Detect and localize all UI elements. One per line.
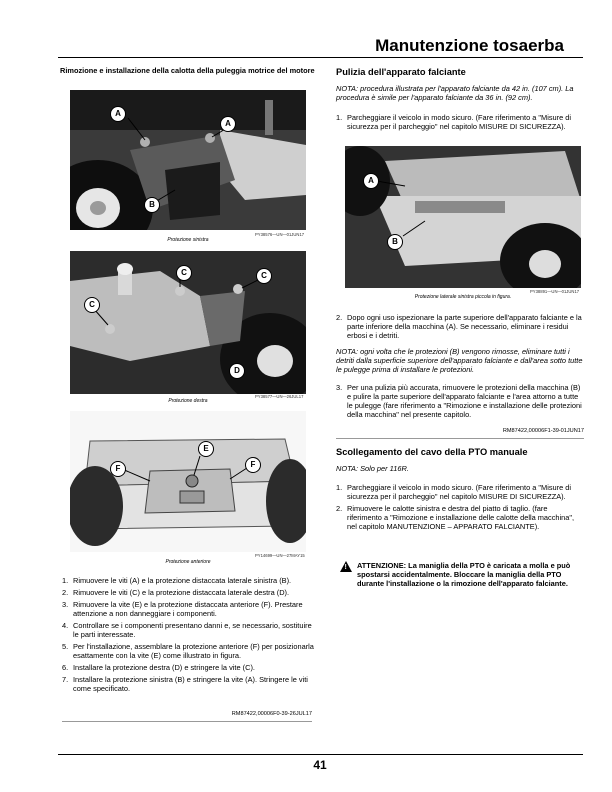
section-heading: Scollegamento del cavo della PTO manuale bbox=[336, 447, 528, 457]
note: NOTA: ogni volta che le protezioni (B) vengono rimosse, eliminare tutti i detriti dalla superficie superiore dell'apparato falciante e dall'area sotto tutte le pulegge prima di installare le protezioni. bbox=[336, 347, 583, 374]
page-number: 41 bbox=[313, 758, 327, 772]
figure-code: PY38891—UN—01JUN17 bbox=[530, 289, 580, 294]
figure-right-guard-photo bbox=[70, 251, 306, 394]
list-item: 6. Installare la protezione destra (D) e stringere la vite (C). bbox=[62, 663, 255, 672]
figure-caption: Protezione laterale sinistra piccola in figura. bbox=[414, 294, 512, 300]
figure-deck-photo bbox=[345, 146, 581, 288]
steps bbox=[336, 383, 584, 422]
list-item: 5. Per l'installazione, assemblare la protezione anteriore (F) per posizionarla esattamente con la vite (E) come illustrato in figura. bbox=[62, 642, 314, 660]
callout-D: D bbox=[229, 363, 245, 379]
footer-rule bbox=[58, 754, 583, 755]
list-item: 4. Controllare se i componenti presentano danni e, se necessario, sostituire le parti interessate. bbox=[62, 621, 312, 639]
figure-code: PY38577—UN—26JUL17 bbox=[255, 394, 304, 399]
page-title: Manutenzione tosaerba bbox=[375, 36, 564, 55]
callout-C: C bbox=[176, 265, 192, 281]
list-item: 7. Installare la protezione sinistra (B) e stringere la vite (A). Stringere le viti come specificato. bbox=[62, 675, 308, 693]
callout-F: F bbox=[245, 457, 261, 473]
list-item: 2. Rimuovere le viti (C) e la protezione distaccata laterale destra (D). bbox=[62, 588, 290, 597]
steps bbox=[336, 113, 584, 134]
callout-C: C bbox=[256, 268, 272, 284]
divider bbox=[62, 721, 312, 722]
left-steps bbox=[62, 576, 314, 696]
divider bbox=[336, 438, 584, 439]
list-item: 1. Parcheggiare il veicolo in modo sicuro. (Fare riferimento a "Misure di sicurezza per il parcheggio" nel capitolo MISURE DI SICUREZZA). bbox=[336, 113, 572, 131]
section-heading: Pulizia dell'apparato falciante bbox=[336, 67, 466, 77]
figure-caption: Protezione sinistra bbox=[167, 237, 209, 243]
callout-C: C bbox=[84, 297, 100, 313]
figure-caption: Protezione anteriore bbox=[165, 559, 211, 565]
list-item: 2. Rimuovere le calotte sinistra e destra del piatto di taglio. (fare riferimento a "Rimozione e installazione delle calotte della macchina", nel capitolo MANUTENZIONE – APPARATO FALCIANTE). bbox=[336, 504, 575, 531]
warning-block bbox=[340, 561, 584, 588]
callout-A: A bbox=[220, 116, 236, 132]
list-item: 3. Per una pulizia più accurata, rimuovere le protezioni della macchina (B) e pulire la parte superiore dell'apparato falciante e l'area attorno a tutte le pulegge (fare riferimento a "Rimozione e installazione delle protezioni della macchina" nel presente capitolo. bbox=[336, 383, 582, 419]
figure-front-guard-drawing bbox=[70, 411, 306, 552]
left-heading: Rimozione e installazione della calotta della puleggia motrice del motore bbox=[60, 66, 315, 75]
list-item: 2. Dopo ogni uso ispezionare la parte superiore dell'apparato falciante e la parte inferiore della macchina (A). Se necessario, eliminare i residui erbosi e i detriti. bbox=[336, 313, 582, 340]
header-rule bbox=[58, 57, 583, 58]
callout-B: B bbox=[144, 197, 160, 213]
note: NOTA: Solo per 116R. bbox=[336, 464, 409, 473]
reference-code: RM87422,00006F0-39-26JUL17 bbox=[231, 711, 312, 717]
callout-F: F bbox=[110, 461, 126, 477]
figure-code: PY38576—UN—01JUN17 bbox=[255, 232, 305, 237]
steps bbox=[336, 483, 584, 534]
warning-triangle-icon: ! bbox=[340, 561, 352, 572]
figure-left-guard-photo bbox=[70, 90, 306, 230]
callout-E: E bbox=[198, 441, 214, 457]
callout-A: A bbox=[363, 173, 379, 189]
list-item: 1. Parcheggiare il veicolo in modo sicuro. (Fare riferimento a "Misure di sicurezza per il parcheggio" nel capitolo MISURE DI SICUREZZA). bbox=[336, 483, 572, 501]
steps bbox=[336, 313, 584, 343]
warning-text: ATTENZIONE: La maniglia della PTO è caricata a molla e può spostarsi accidentalmente. Bloccare la maniglia della PTO durante l'installazione o la rimozione dell'apparato falciante. bbox=[357, 561, 571, 588]
figure-caption: Protezione destra bbox=[168, 398, 208, 404]
list-item: 1. Rimuovere le viti (A) e la protezione distaccata laterale sinistra (B). bbox=[62, 576, 292, 585]
callout-A: A bbox=[110, 106, 126, 122]
reference-code: RM87422,00006F1-39-01JUN17 bbox=[502, 428, 584, 434]
figure-code: PY14699—UN—27MAY15 bbox=[255, 553, 305, 558]
list-item: 3. Rimuovere la vite (E) e la protezione distaccata anteriore (F). Prestare attenzione a non danneggiare i componenti. bbox=[62, 600, 303, 618]
note: NOTA: procedura illustrata per l'apparato falciante da 42 in. (107 cm). La procedura è simile per l'apparato falciante da 36 in. (92 cm). bbox=[336, 84, 574, 102]
callout-B: B bbox=[387, 234, 403, 250]
